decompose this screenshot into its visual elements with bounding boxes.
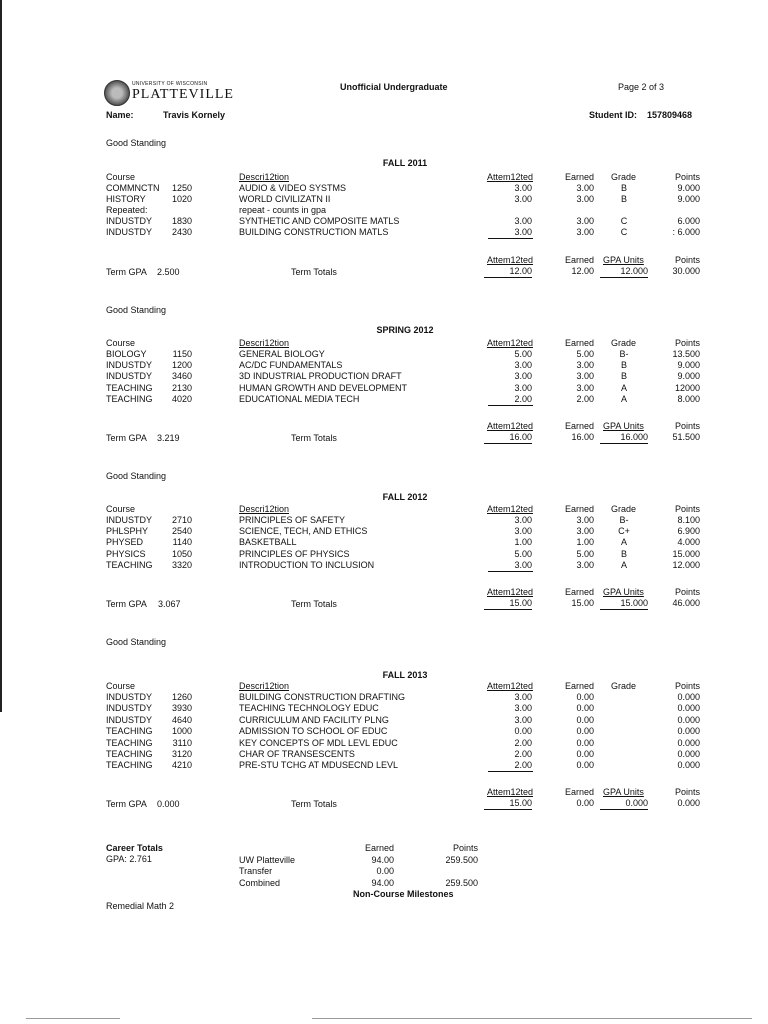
course-description: BUILDING CONSTRUCTION MATLS — [239, 227, 389, 237]
course-subject: INDUSTDY — [106, 692, 153, 702]
totals-attempted-header: Attem12ted — [486, 787, 533, 797]
term-gpa-label: Term GPA — [106, 799, 147, 809]
document-title: Unofficial Undergraduate — [340, 82, 448, 92]
course-description: ADMISSION TO SCHOOL OF EDUC — [239, 726, 388, 736]
course-subject: INDUSTDY — [106, 703, 153, 713]
career-points-header: Points — [452, 843, 478, 853]
term-gpa-value: 3.067 — [158, 599, 181, 609]
totals-attempted: 16.00 — [484, 432, 532, 444]
logo-big-text: PLATTEVILLE — [132, 87, 234, 102]
course-description: EDUCATIONAL MEDIA TECH — [239, 394, 360, 404]
course-grade: C — [620, 216, 628, 226]
course-earned: 3.00 — [576, 194, 594, 204]
attempted-sum-line — [488, 238, 533, 239]
grade-header: Grade — [611, 338, 637, 348]
course-description: PRE-STU TCHG AT MDUSECND LEVL — [239, 760, 399, 770]
course-number: 1000 — [171, 726, 192, 736]
standing-status: Good Standing — [106, 305, 167, 315]
course-subject: TEACHING — [106, 394, 153, 404]
points-header: Points — [674, 338, 700, 348]
course-grade: A — [620, 394, 627, 404]
totals-gpa-units-header: GPA Units — [603, 421, 644, 431]
course-number: 3120 — [171, 749, 192, 759]
course-number: 2130 — [171, 383, 192, 393]
totals-attempted-header: Attem12ted — [486, 421, 533, 431]
course-earned: 5.00 — [576, 549, 594, 559]
course-subject: PHLSPHY — [106, 526, 149, 536]
totals-attempted: 15.00 — [484, 798, 532, 810]
course-earned: 3.00 — [576, 360, 594, 370]
course-description: TEACHING TECHNOLOGY EDUC — [239, 703, 379, 713]
totals-gpa-units-header: GPA Units — [603, 587, 644, 597]
career-row-earned: 94.00 — [371, 878, 394, 888]
totals-attempted: 12.00 — [484, 266, 532, 278]
course-grade: B- — [619, 515, 629, 525]
course-number: 4210 — [171, 760, 192, 770]
description-header: Descri12tion — [239, 504, 290, 514]
term-totals-label: Term Totals — [291, 267, 337, 277]
course-points: 0.000 — [677, 738, 700, 748]
course-grade: C+ — [618, 526, 630, 536]
course-attempted: 3.00 — [514, 526, 532, 536]
totals-earned-header: Earned — [564, 587, 594, 597]
course-points: 15.000 — [672, 549, 700, 559]
course-subject: BIOLOGY — [106, 349, 147, 359]
course-attempted: 3.00 — [514, 360, 532, 370]
course-grade: B — [620, 371, 627, 381]
course-number: 3320 — [171, 560, 192, 570]
course-earned: 3.00 — [576, 371, 594, 381]
course-number: 2540 — [171, 526, 192, 536]
attempted-header: Attem12ted — [486, 504, 533, 514]
career-row-earned: 0.00 — [376, 866, 394, 876]
standing-status: Good Standing — [106, 138, 167, 148]
course-points: 8.100 — [677, 515, 700, 525]
career-gpa: GPA: 2.761 — [106, 854, 152, 864]
term-totals-label: Term Totals — [291, 433, 337, 443]
course-earned: 5.00 — [576, 349, 594, 359]
course-points: 0.000 — [677, 692, 700, 702]
course-attempted: 2.00 — [514, 738, 532, 748]
course-attempted: 3.00 — [514, 560, 532, 570]
course-grade: A — [620, 560, 627, 570]
standing-status: Good Standing — [106, 471, 167, 481]
attempted-sum-line — [488, 571, 533, 572]
course-points: 8.000 — [677, 394, 700, 404]
career-totals-title: Career Totals — [106, 843, 163, 853]
course-number: 1830 — [171, 216, 192, 226]
course-subject: TEACHING — [106, 726, 153, 736]
totals-earned-header: Earned — [564, 787, 594, 797]
course-attempted: 3.00 — [514, 703, 532, 713]
course-subject: PHYSED — [106, 537, 144, 547]
course-description: BASKETBALL — [239, 537, 297, 547]
course-grade: A — [620, 537, 627, 547]
course-points: 9.000 — [677, 371, 700, 381]
left-edge-line — [0, 0, 2, 712]
course-description: 3D INDUSTRIAL PRODUCTION DRAFT — [239, 371, 402, 381]
course-points: 0.000 — [677, 715, 700, 725]
grade-header: Grade — [611, 172, 637, 182]
course-earned: 3.00 — [576, 183, 594, 193]
milestones-title: Non-Course Milestones — [353, 889, 454, 899]
student-id-label: Student ID: — [589, 110, 637, 120]
course-grade: B — [620, 549, 627, 559]
student-id-value: 157809468 — [647, 110, 693, 120]
attempted-header: Attem12ted — [486, 338, 533, 348]
course-subject: INDUSTDY — [106, 216, 153, 226]
career-row-label: Combined — [239, 878, 281, 888]
course-subject: Repeated: — [106, 205, 148, 215]
term-title: FALL 2013 — [382, 670, 428, 680]
course-number: 1200 — [171, 360, 192, 370]
term-title: SPRING 2012 — [376, 325, 434, 335]
course-grade: B — [620, 360, 627, 370]
course-number: 4020 — [171, 394, 192, 404]
career-row-earned: 94.00 — [371, 855, 394, 865]
earned-header: Earned — [564, 504, 594, 514]
course-earned: 3.00 — [576, 515, 594, 525]
term-gpa-label: Term GPA — [106, 433, 147, 443]
totals-gpa-units: 0.000 — [600, 798, 648, 810]
course-grade: B- — [619, 349, 629, 359]
career-row-label: Transfer — [239, 866, 273, 876]
term-totals-label: Term Totals — [291, 799, 337, 809]
course-points: 12000 — [674, 383, 700, 393]
page-number: Page 2 of 3 — [618, 82, 665, 92]
totals-gpa-units-header: GPA Units — [603, 787, 644, 797]
course-number: 1050 — [171, 549, 192, 559]
course-attempted: 0.00 — [514, 726, 532, 736]
course-number: 1250 — [171, 183, 192, 193]
course-points: 0.000 — [677, 749, 700, 759]
course-number: 2710 — [171, 515, 192, 525]
footer-divider — [26, 1018, 120, 1019]
earned-header: Earned — [564, 172, 594, 182]
course-points: 6.000 — [677, 216, 700, 226]
course-number: 1020 — [171, 194, 192, 204]
course-attempted: 3.00 — [514, 692, 532, 702]
points-header: Points — [674, 172, 700, 182]
course-description: BUILDING CONSTRUCTION DRAFTING — [239, 692, 406, 702]
course-number: 3930 — [171, 703, 192, 713]
totals-attempted-header: Attem12ted — [486, 255, 533, 265]
course-header: Course — [106, 338, 136, 348]
course-attempted: 2.00 — [514, 394, 532, 404]
totals-earned-header: Earned — [564, 421, 594, 431]
course-subject: INDUSTDY — [106, 360, 153, 370]
course-earned: 3.00 — [576, 560, 594, 570]
totals-earned: 16.00 — [571, 432, 594, 442]
course-subject: TEACHING — [106, 560, 153, 570]
description-header: Descri12tion — [239, 681, 290, 691]
name-value: Travis Kornely — [163, 110, 226, 120]
course-earned: 0.00 — [576, 760, 594, 770]
course-attempted: 3.00 — [514, 515, 532, 525]
attempted-sum-line — [488, 771, 533, 772]
footer-divider — [312, 1018, 752, 1019]
course-description: WORLD CIVILIZATN II — [239, 194, 331, 204]
course-subject: INDUSTDY — [106, 371, 153, 381]
totals-earned-header: Earned — [564, 255, 594, 265]
course-description: SYNTHETIC AND COMPOSITE MATLS — [239, 216, 400, 226]
course-earned: 0.00 — [576, 715, 594, 725]
earned-header: Earned — [564, 681, 594, 691]
totals-earned: 12.00 — [571, 266, 594, 276]
course-header: Course — [106, 504, 136, 514]
course-points: 0.000 — [677, 760, 700, 770]
course-points: 0.000 — [677, 726, 700, 736]
name-label: Name: — [106, 110, 134, 120]
course-attempted: 3.00 — [514, 194, 532, 204]
attempted-header: Attem12ted — [486, 172, 533, 182]
course-subject: TEACHING — [106, 383, 153, 393]
course-header: Course — [106, 172, 136, 182]
course-subject: INDUSTDY — [106, 515, 153, 525]
totals-points: 30.000 — [672, 266, 700, 276]
course-subject: COMMNCTN — [106, 183, 160, 193]
attempted-header: Attem12ted — [486, 681, 533, 691]
course-earned: 0.00 — [576, 726, 594, 736]
course-earned: 3.00 — [576, 526, 594, 536]
course-attempted: 5.00 — [514, 549, 532, 559]
course-subject: INDUSTDY — [106, 715, 153, 725]
term-gpa-label: Term GPA — [106, 599, 147, 609]
standing-status: Good Standing — [106, 637, 167, 647]
course-number: 3110 — [172, 738, 192, 748]
course-points: : 6.000 — [672, 227, 700, 237]
university-seal-icon — [104, 80, 130, 106]
course-number: 3460 — [171, 371, 192, 381]
course-points: 12.000 — [672, 560, 700, 570]
course-earned: 1.00 — [576, 537, 594, 547]
course-earned: 3.00 — [576, 227, 594, 237]
course-attempted: 3.00 — [514, 715, 532, 725]
course-description: AC/DC FUNDAMENTALS — [239, 360, 343, 370]
logo-small-text: UNIVERSITY OF WISCONSIN — [132, 81, 208, 87]
remedial-note: Remedial Math 2 — [106, 901, 175, 911]
points-header: Points — [674, 681, 700, 691]
course-number: 1140 — [172, 537, 192, 547]
term-totals-label: Term Totals — [291, 599, 337, 609]
course-description: CURRICULUM AND FACILITY PLNG — [239, 715, 389, 725]
course-number: 1150 — [172, 349, 192, 359]
totals-points-header: Points — [674, 421, 700, 431]
course-earned: 3.00 — [576, 216, 594, 226]
course-attempted: 3.00 — [514, 227, 532, 237]
course-points: 4.000 — [677, 537, 700, 547]
totals-attempted-header: Attem12ted — [486, 587, 533, 597]
course-subject: PHYSICS — [106, 549, 146, 559]
totals-gpa-units: 12.000 — [600, 266, 648, 278]
course-grade: B — [620, 194, 627, 204]
totals-points: 0.000 — [677, 798, 700, 808]
course-description: AUDIO & VIDEO SYSTMS — [239, 183, 347, 193]
course-description: KEY CONCEPTS OF MDL LEVL EDUC — [239, 738, 398, 748]
course-earned: 2.00 — [576, 394, 594, 404]
course-earned: 0.00 — [576, 749, 594, 759]
course-attempted: 2.00 — [514, 749, 532, 759]
course-attempted: 3.00 — [514, 216, 532, 226]
course-subject: TEACHING — [106, 760, 153, 770]
term-title: FALL 2011 — [382, 158, 428, 168]
career-row-label: UW Platteville — [239, 855, 296, 865]
course-points: 6.900 — [677, 526, 700, 536]
totals-points: 51.500 — [672, 432, 700, 442]
course-grade: B — [620, 183, 627, 193]
course-description: PRINCIPLES OF SAFETY — [239, 515, 346, 525]
description-header: Descri12tion — [239, 338, 290, 348]
term-gpa-value: 0.000 — [157, 799, 180, 809]
course-earned: 3.00 — [576, 383, 594, 393]
course-attempted: 5.00 — [514, 349, 532, 359]
earned-header: Earned — [564, 338, 594, 348]
course-description: CHAR OF TRANSESCENTS — [239, 749, 355, 759]
course-description: SCIENCE, TECH, AND ETHICS — [239, 526, 368, 536]
course-subject: HISTORY — [106, 194, 146, 204]
course-earned: 0.00 — [576, 692, 594, 702]
totals-gpa-units-header: GPA Units — [603, 255, 644, 265]
course-points: 9.000 — [677, 183, 700, 193]
course-subject: TEACHING — [106, 738, 153, 748]
career-row-points: 259.500 — [445, 855, 478, 865]
course-header: Course — [106, 681, 136, 691]
totals-points-header: Points — [674, 587, 700, 597]
course-description: PRINCIPLES OF PHYSICS — [239, 549, 350, 559]
attempted-sum-line — [488, 405, 533, 406]
points-header: Points — [674, 504, 700, 514]
course-earned: 0.00 — [576, 738, 594, 748]
course-points: 0.000 — [677, 703, 700, 713]
course-attempted: 1.00 — [514, 537, 532, 547]
term-gpa-value: 3.219 — [157, 433, 180, 443]
totals-earned: 15.00 — [571, 598, 594, 608]
description-header: Descri12tion — [239, 172, 290, 182]
course-subject: INDUSTDY — [106, 227, 153, 237]
course-points: 9.000 — [677, 194, 700, 204]
university-logo — [104, 80, 234, 106]
course-number: 2430 — [171, 227, 192, 237]
term-title: FALL 2012 — [382, 492, 428, 502]
course-description: HUMAN GROWTH AND DEVELOPMENT — [239, 383, 408, 393]
course-attempted: 3.00 — [514, 371, 532, 381]
totals-gpa-units: 15.000 — [600, 598, 648, 610]
course-attempted: 3.00 — [514, 183, 532, 193]
totals-gpa-units: 16.000 — [600, 432, 648, 444]
course-description: repeat - counts in gpa — [239, 205, 327, 215]
grade-header: Grade — [611, 681, 637, 691]
grade-header: Grade — [611, 504, 637, 514]
totals-attempted: 15.00 — [484, 598, 532, 610]
course-subject: TEACHING — [106, 749, 153, 759]
course-number: 4640 — [171, 715, 192, 725]
career-row-points: 259.500 — [445, 878, 478, 888]
totals-points: 46.000 — [672, 598, 700, 608]
totals-points-header: Points — [674, 255, 700, 265]
term-gpa-value: 2.500 — [157, 267, 180, 277]
course-number: 1260 — [171, 692, 192, 702]
course-description: GENERAL BIOLOGY — [239, 349, 325, 359]
course-earned: 0.00 — [576, 703, 594, 713]
course-points: 13.500 — [672, 349, 700, 359]
totals-earned: 0.00 — [576, 798, 594, 808]
term-gpa-label: Term GPA — [106, 267, 147, 277]
course-grade: C — [620, 227, 628, 237]
course-attempted: 3.00 — [514, 383, 532, 393]
course-description: INTRODUCTION TO INCLUSION — [239, 560, 375, 570]
course-attempted: 2.00 — [514, 760, 532, 770]
career-earned-header: Earned — [365, 843, 395, 853]
course-points: 9.000 — [677, 360, 700, 370]
course-grade: A — [620, 383, 627, 393]
totals-points-header: Points — [674, 787, 700, 797]
